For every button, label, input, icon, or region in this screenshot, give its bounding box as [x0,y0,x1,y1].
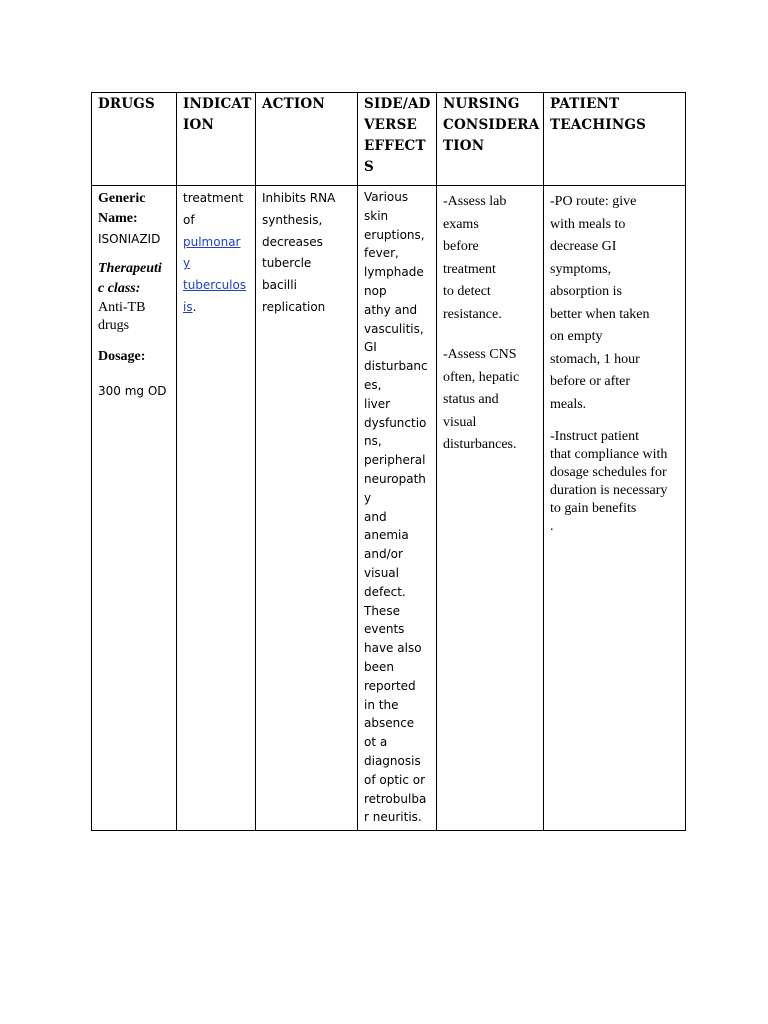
side-effect-line: defect. [364,584,406,599]
header-patient-teachings: PATIENT TEACHINGS [544,93,686,186]
side-effect-line: ns, [364,434,382,449]
patient-teaching-line: before or after [550,374,631,389]
side-effect-line: GI [364,340,377,355]
patient-teaching-line: better when taken [550,306,650,322]
nursing-cell [437,186,544,831]
indication-cell: treatment of pulmonar y tuberculos is. [177,186,256,831]
therapeutic-class-label: Therapeuti c class: [98,261,162,296]
header-side-effects: SIDE/AD VERSE EFFECT S [358,93,437,186]
action-cell: Inhibits RNA synthesis, decreases tubercle bacilli replication [256,186,358,831]
patient-paragraph-2 [550,428,679,536]
side-effect-line: ot a [364,735,388,750]
side-effect-line: liver [364,396,391,411]
patient-teaching-line: to gain benefits [550,501,637,516]
header-drugs: DRUGS [92,93,177,186]
nursing-line: often, hepatic [443,369,520,385]
patient-teaching-line: dosage schedules for [550,465,667,480]
drugs-cell [92,186,177,831]
side-effect-line: r neuritis. [364,810,422,825]
side-effect-line: diagnosis [364,753,421,768]
patient-teaching-line: absorption is [550,284,622,299]
side-effect-line: fever, [364,246,399,261]
dosage-label: Dosage: [98,349,146,364]
nursing-line: resistance. [443,306,502,322]
nursing-line: before [443,239,479,254]
dosage-value: 300 mg OD [98,384,167,398]
side-effect-line: and [364,509,387,524]
side-effect-line: nop [364,283,387,298]
side-effect-line: disturbanc [364,359,428,374]
header-nursing-consideration: NURSING CONSIDERA TION [437,93,544,186]
pulmonary-tuberculosis-link[interactable]: pulmonar [183,234,241,249]
patient-teaching-line: on empty [550,329,603,344]
generic-name-label: Generic Name: [98,191,146,226]
patient-cell [544,186,686,831]
side-effect-line: dysfunctio [364,415,427,430]
side-effect-line: anemia [364,528,409,543]
patient-teaching-line: meals. [550,396,587,412]
patient-teaching-line: stomach, 1 hour [550,351,640,367]
patient-teaching-line: duration is necessary [550,483,668,498]
side-effect-line: lymphade [364,265,424,280]
side-effect-line: absence [364,716,415,731]
side-effect-line: es, [364,377,382,392]
side-effect-line: y [364,490,372,505]
generic-name-value: ISONIAZID [98,232,161,246]
header-row [92,93,686,186]
nursing-paragraph-2 [443,344,537,457]
side-effect-line: vasculitis, [364,321,424,336]
nursing-line: treatment [443,261,496,277]
side-effect-line: These [364,603,400,618]
patient-teaching-line: decrease GI [550,239,617,254]
patient-teaching-line: symptoms, [550,261,612,277]
side-effect-line: skin [364,208,389,223]
patient-teaching-line: with meals to [550,216,626,232]
therapeutic-class-value: Anti-TB drugs [98,300,146,333]
side-effect-line: been [364,659,394,674]
side-effect-line: and/or [364,547,403,562]
nursing-paragraph-1 [443,191,537,326]
side-effect-line: athy and [364,302,418,317]
pulmonary-tuberculosis-link[interactable]: y [183,256,191,271]
drug-study-table [91,92,686,831]
side-effects-list [364,188,430,827]
side-effect-line: in the [364,697,399,712]
patient-paragraph-1 [550,191,679,416]
side-effect-line: reported [364,678,416,693]
nursing-line: status and [443,392,499,407]
pulmonary-tuberculosis-link[interactable]: tuberculos [183,278,247,293]
nursing-line: -Assess lab [443,194,507,209]
nursing-line: to detect [443,284,491,299]
header-action: ACTION [256,93,358,186]
side-effect-line: of optic or [364,772,426,787]
side-effect-line: Various [364,190,409,204]
patient-teaching-line: -Instruct patient [550,429,640,444]
patient-teaching-line: . [550,519,554,534]
side-effect-line: have also [364,641,422,656]
nursing-line: -Assess CNS [443,347,517,362]
body-row [92,186,686,831]
side-effect-line: peripheral [364,453,426,468]
side-effect-line: retrobulba [364,791,427,806]
pulmonary-tuberculosis-link[interactable]: is [183,299,193,314]
patient-teaching-line: that compliance with [550,447,668,462]
side-effect-line: visual [364,565,399,580]
nursing-line: visual [443,414,477,430]
side-effect-line: events [364,622,405,637]
patient-teaching-line: -PO route: give [550,194,637,209]
side-effect-line: eruptions, [364,227,425,242]
side-effect-line: neuropath [364,471,426,486]
nursing-line: disturbances. [443,437,517,452]
header-indication: INDICAT ION [177,93,256,186]
side-effects-cell [358,186,437,831]
nursing-line: exams [443,216,479,232]
